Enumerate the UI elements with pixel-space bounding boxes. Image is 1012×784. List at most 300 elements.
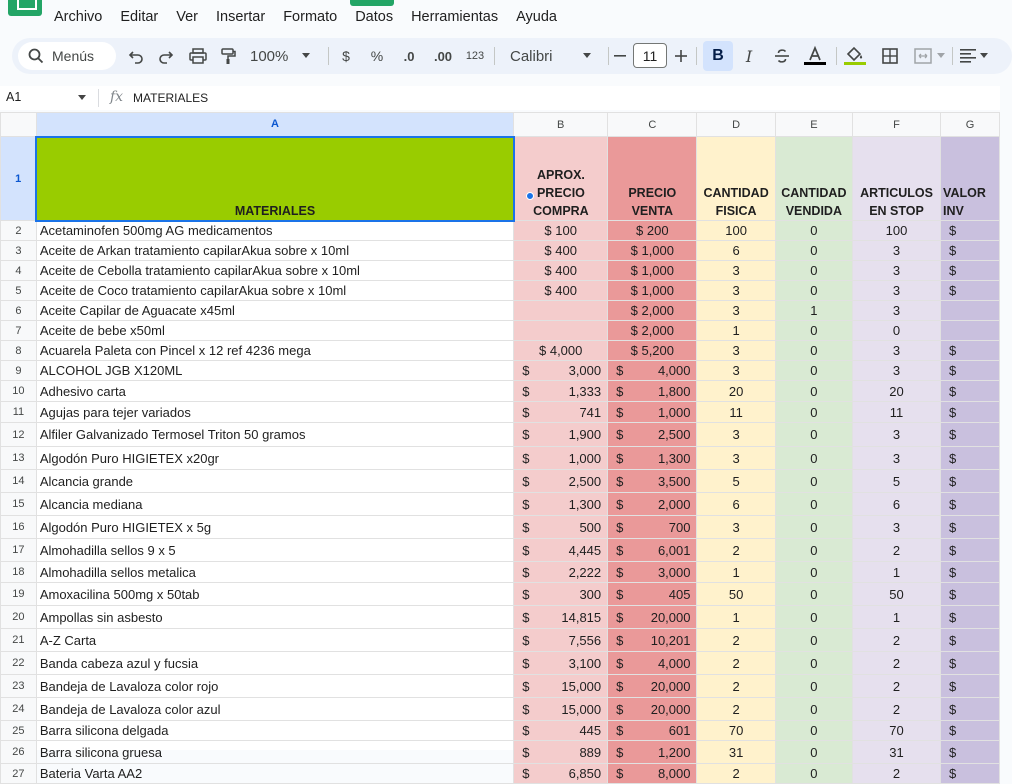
currency-symbol: $ [522,655,530,671]
cell-valor-inv[interactable]: $ [941,698,1000,721]
cell-precio-compra[interactable] [514,606,608,629]
cell-valor-inv[interactable] [941,321,1000,341]
cell-cantidad-fisica[interactable]: 2 [697,698,775,721]
cell-valor-inv[interactable]: $ [941,402,1000,423]
cell-material[interactable]: Adhesivo carta [36,381,513,402]
cell-valor-inv[interactable]: $ [941,493,1000,516]
cell-cantidad-vendida[interactable]: 0 [775,281,852,301]
cell-articulos-stop[interactable]: 20 [853,381,941,402]
row-header[interactable]: 11 [1,402,37,423]
currency-symbol: $ [616,542,624,558]
italic-button[interactable]: I [745,46,753,66]
cell-valor-inv[interactable]: $ [941,741,1000,764]
cell-cantidad-fisica[interactable]: 3 [697,516,775,539]
row-header[interactable]: 7 [1,321,37,341]
column-header-c[interactable]: C [608,113,697,137]
cell-valor-inv[interactable]: $ [941,381,1000,402]
menu-item-insertar[interactable]: Insertar [216,9,266,25]
header-cell-valor-inv[interactable]: VALOR INV [941,137,1000,221]
print-button[interactable] [186,38,210,74]
cell-precio-compra[interactable] [514,675,608,698]
cell-valor-inv[interactable]: $ [941,583,1000,606]
amount: 4,000 [657,363,691,378]
row-header[interactable]: 13 [1,447,37,470]
cell-valor-inv[interactable]: $ [941,606,1000,629]
cell-articulos-stop[interactable]: 3 [853,361,941,381]
amount: 3,000 [657,564,691,580]
select-all-corner[interactable] [1,113,37,137]
cell-cantidad-vendida[interactable]: 0 [775,402,852,423]
row-header[interactable]: 20 [1,606,37,629]
row-header[interactable]: 16 [1,516,37,539]
menu-item-ver[interactable]: Ver [176,9,199,25]
cell-valor-inv[interactable] [941,301,1000,321]
cell-articulos-stop[interactable]: 0 [853,321,941,341]
paint-format-button[interactable] [216,38,240,74]
search-menus[interactable] [18,42,116,70]
cell-cantidad-vendida[interactable]: 0 [775,321,852,341]
cell-precio-compra[interactable] [514,301,608,321]
cell-material[interactable]: Barra silicona gruesa [36,741,513,764]
cell-material[interactable]: Acuarela Paleta con Pincel x 12 ref 4236 mega [36,341,513,361]
cell-cantidad-vendida[interactable]: 0 [775,423,852,447]
cell-cantidad-fisica[interactable]: 3 [697,261,775,281]
row-header[interactable]: 15 [1,493,37,516]
cell-cantidad-fisica[interactable]: 6 [697,241,775,261]
cell-valor-inv[interactable]: $ [941,261,1000,281]
row-header[interactable]: 18 [1,562,37,583]
cell-precio-venta[interactable] [608,675,697,698]
row-header[interactable]: 3 [1,241,37,261]
menu-item-herramientas[interactable]: Herramientas [411,9,499,25]
header-cell-precio-venta[interactable]: PRECIO VENTA [608,137,697,221]
row-header[interactable]: 6 [1,301,37,321]
formula-bar [0,86,1000,110]
column-header-g[interactable]: G [941,113,1000,137]
cell-material[interactable]: Algodón Puro HIGIETEX x20gr [36,447,513,470]
cell-cantidad-vendida[interactable]: 0 [775,698,852,721]
cell-precio-venta[interactable] [608,516,697,539]
cell-articulos-stop[interactable]: 50 [853,583,941,606]
cell-valor-inv[interactable]: $ [941,361,1000,381]
cell-precio-venta[interactable] [608,629,697,652]
cell-precio-venta[interactable]: $ 2,000 [608,301,697,321]
row-header[interactable]: 14 [1,470,37,493]
cell-precio-compra[interactable] [514,402,608,423]
cell-articulos-stop[interactable]: 3 [853,341,941,361]
amount: 300 [579,586,602,602]
menu-item-datos[interactable]: Datos [355,9,394,25]
cell-material[interactable]: Bandeja de Lavaloza color rojo [36,675,513,698]
cell-articulos-stop[interactable]: 2 [853,652,941,675]
name-box-caret-icon[interactable] [78,95,86,100]
cell-material[interactable]: Alfiler Galvanizado Termosel Triton 50 gramos [36,423,513,447]
row-header[interactable]: 9 [1,361,37,381]
formula-input[interactable]: MATERIALES [133,91,209,105]
header-cell-cantidad-vendida[interactable]: CANTIDAD VENDIDA [775,137,852,221]
row-header[interactable]: 25 [1,721,37,741]
cell-material[interactable]: Aceite Capilar de Aguacate x45ml [36,301,513,321]
cell-cantidad-vendida[interactable]: 0 [775,652,852,675]
cell-precio-venta[interactable] [608,447,697,470]
cell-material[interactable]: Amoxacilina 500mg x 50tab [36,583,513,606]
cell-cantidad-vendida[interactable]: 0 [775,583,852,606]
cell-cantidad-vendida[interactable]: 0 [775,539,852,562]
amount: 1,800 [657,383,691,399]
cell-cantidad-vendida[interactable]: 0 [775,447,852,470]
cell-precio-venta[interactable] [608,698,697,721]
cell-material[interactable]: Aceite de Arkan tratamiento capilarAkua sobre x 10ml [36,241,513,261]
cell-valor-inv[interactable]: $ [941,281,1000,301]
cell-cantidad-fisica[interactable]: 70 [697,721,775,741]
table-row [1,583,1000,606]
cell-cantidad-vendida[interactable]: 0 [775,764,852,784]
cell-articulos-stop[interactable]: 70 [853,721,941,741]
fill-handle[interactable] [526,192,534,200]
cell-cantidad-fisica[interactable]: 3 [697,423,775,447]
cell-cantidad-fisica[interactable]: 1 [697,606,775,629]
cell-articulos-stop[interactable]: 2 [853,698,941,721]
cell-precio-compra[interactable] [514,629,608,652]
cell-precio-compra[interactable] [514,741,608,764]
column-header-e[interactable]: E [775,113,852,137]
cell-precio-compra[interactable] [514,583,608,606]
cell-cantidad-fisica[interactable]: 50 [697,583,775,606]
cell-cantidad-vendida[interactable]: 0 [775,341,852,361]
header-cell-materiales[interactable]: MATERIALES [36,137,513,221]
row-header[interactable]: 2 [1,221,37,241]
sheets-logo-icon[interactable] [8,0,42,16]
table-row [1,402,1000,423]
horizontal-align-button[interactable] [960,38,996,74]
cell-material[interactable]: Algodón Puro HIGIETEX x 5g [36,516,513,539]
row-header[interactable]: 22 [1,652,37,675]
amount: 7,556 [568,632,602,648]
cell-precio-compra[interactable]: $ 400 [514,281,608,301]
cell-precio-compra[interactable] [514,381,608,402]
cell-articulos-stop[interactable]: 3 [853,447,941,470]
row-header[interactable]: 19 [1,583,37,606]
cell-precio-compra[interactable] [514,493,608,516]
cell-articulos-stop[interactable]: 11 [853,402,941,423]
cell-precio-venta[interactable]: $ 200 [608,221,697,241]
cell-material[interactable]: Banda cabeza azul y fucsia [36,652,513,675]
cell-precio-compra[interactable] [514,764,608,784]
caret-down-icon [583,53,591,59]
cell-valor-inv[interactable]: $ [941,241,1000,261]
cell-cantidad-fisica[interactable]: 2 [697,539,775,562]
cell-precio-venta[interactable] [608,423,697,447]
cell-material[interactable]: Agujas para tejer variados [36,402,513,423]
cell-valor-inv[interactable]: $ [941,629,1000,652]
undo-button[interactable] [124,38,148,74]
cell-articulos-stop[interactable]: 31 [853,741,941,764]
font-family-select[interactable] [502,38,602,74]
table-row [1,381,1000,402]
cell-cantidad-fisica[interactable]: 31 [697,741,775,764]
cell-valor-inv[interactable]: $ [941,470,1000,493]
cell-valor-inv[interactable]: $ [941,447,1000,470]
table-row [1,606,1000,629]
cell-precio-compra[interactable]: $ 400 [514,241,608,261]
cell-valor-inv[interactable]: $ [941,423,1000,447]
cell-precio-venta[interactable] [608,470,697,493]
cell-precio-venta[interactable]: $ 5,200 [608,341,697,361]
cell-precio-venta[interactable] [608,402,697,423]
cell-precio-compra[interactable]: $ 100 [514,221,608,241]
cell-articulos-stop[interactable]: 5 [853,470,941,493]
cell-precio-venta[interactable] [608,381,697,402]
cell-articulos-stop[interactable]: 3 [853,261,941,281]
cell-articulos-stop[interactable]: 3 [853,516,941,539]
cell-material[interactable]: Ampollas sin asbesto [36,606,513,629]
cell-valor-inv[interactable]: $ [941,562,1000,583]
cell-valor-inv[interactable]: $ [941,516,1000,539]
cell-articulos-stop[interactable]: 2 [853,539,941,562]
accounting-value [522,766,601,781]
accounting-value [522,497,601,512]
header-cell-articulos-stop[interactable]: ARTICULOS EN STOP [853,137,941,221]
cell-precio-compra[interactable] [514,539,608,562]
text-color-button[interactable] [802,38,828,74]
cell-precio-compra[interactable] [514,516,608,539]
cell-articulos-stop[interactable]: 3 [853,241,941,261]
cell-cantidad-fisica[interactable]: 6 [697,493,775,516]
cell-cantidad-fisica[interactable]: 100 [697,221,775,241]
header-cell-precio-compra[interactable]: APROX. PRECIO COMPRA [514,137,608,221]
increase-decimal-button[interactable] [428,38,458,74]
cell-cantidad-fisica[interactable]: 2 [697,652,775,675]
cell-cantidad-vendida[interactable]: 0 [775,470,852,493]
merge-cells-button[interactable] [910,38,948,74]
amount: 20,000 [650,678,691,694]
cell-material[interactable]: A-Z Carta [36,629,513,652]
cell-material[interactable]: Aceite de Coco tratamiento capilarAkua sobre x 10ml [36,281,513,301]
currency-symbol: $ [616,363,624,378]
cell-precio-compra[interactable] [514,470,608,493]
cell-cantidad-vendida[interactable]: 1 [775,301,852,321]
accounting-value [522,679,601,694]
cell-precio-venta[interactable]: $ 1,000 [608,241,697,261]
zoom-select[interactable] [250,38,320,74]
cell-precio-venta[interactable]: $ 2,000 [608,321,697,341]
cell-cantidad-vendida[interactable]: 0 [775,241,852,261]
cell-precio-compra[interactable] [514,721,608,741]
cell-precio-venta[interactable] [608,764,697,784]
redo-button[interactable] [154,38,178,74]
cell-articulos-stop[interactable]: 3 [853,423,941,447]
font-size-input[interactable]: 11 [633,43,667,68]
increase-font-size-button[interactable] [673,38,689,74]
cell-material[interactable]: Almohadilla sellos metalica [36,562,513,583]
cell-cantidad-fisica[interactable]: 3 [697,361,775,381]
cell-cantidad-fisica[interactable]: 2 [697,629,775,652]
cell-material[interactable]: Barra silicona delgada [36,721,513,741]
cell-cantidad-vendida[interactable]: 0 [775,629,852,652]
cell-precio-venta[interactable] [608,721,697,741]
cell-valor-inv[interactable]: $ [941,539,1000,562]
cell-precio-compra[interactable] [514,652,608,675]
cell-cantidad-vendida[interactable]: 0 [775,261,852,281]
cell-valor-inv[interactable]: $ [941,652,1000,675]
cell-precio-compra[interactable] [514,321,608,341]
cell-precio-venta[interactable] [608,493,697,516]
cell-precio-venta[interactable]: $ 1,000 [608,281,697,301]
cell-articulos-stop[interactable]: 6 [853,493,941,516]
row-header[interactable]: 27 [1,764,37,784]
cell-precio-venta[interactable] [608,606,697,629]
accounting-value [522,610,601,625]
column-header-d[interactable]: D [697,113,775,137]
cell-cantidad-vendida[interactable]: 0 [775,606,852,629]
column-header-b[interactable]: B [514,113,608,137]
cell-precio-venta[interactable] [608,539,697,562]
amount: 741 [579,404,602,420]
cell-material[interactable]: ALCOHOL JGB X120ML [36,361,513,381]
cell-precio-venta[interactable] [608,562,697,583]
cell-articulos-stop[interactable]: 3 [853,281,941,301]
currency-symbol: $ [522,609,530,625]
row-header[interactable]: 4 [1,261,37,281]
amount: 6,850 [568,766,602,781]
cell-material[interactable]: Aceite de Cebolla tratamiento capilarAkua sobre x 10ml [36,261,513,281]
cell-precio-compra[interactable]: $ 4,000 [514,341,608,361]
currency-symbol: $ [616,723,624,738]
cell-cantidad-fisica[interactable]: 3 [697,341,775,361]
accounting-value [616,723,690,738]
accounting-value [616,633,690,648]
cell-precio-compra[interactable] [514,423,608,447]
cell-precio-compra[interactable] [514,361,608,381]
bold-button[interactable]: B [703,41,733,71]
menu-item-ayuda[interactable]: Ayuda [516,9,557,25]
row-header[interactable]: 5 [1,281,37,301]
decrease-font-size-button[interactable] [612,38,628,74]
cell-articulos-stop[interactable]: 1 [853,562,941,583]
cell-articulos-stop[interactable]: 3 [853,301,941,321]
cell-cantidad-fisica[interactable]: 1 [697,562,775,583]
row-header[interactable]: 24 [1,698,37,721]
cell-material[interactable]: Bateria Varta AA2 [36,764,513,784]
fill-color-button[interactable] [842,38,868,74]
cell-valor-inv[interactable]: $ [941,221,1000,241]
cell-articulos-stop[interactable]: 2 [853,764,941,784]
cell-material[interactable]: Bandeja de Lavaloza color azul [36,698,513,721]
currency-symbol: $ [616,766,624,781]
cell-precio-compra[interactable] [514,562,608,583]
cell-material[interactable]: Almohadilla sellos 9 x 5 [36,539,513,562]
cell-material[interactable]: Aceite de bebe x50ml [36,321,513,341]
currency-symbol: $ [522,473,530,489]
table-row [1,721,1000,741]
row-header[interactable]: 26 [1,741,37,764]
print-icon [189,48,207,64]
strikethrough-button[interactable] [770,38,794,74]
cell-valor-inv[interactable]: $ [941,764,1000,784]
name-box[interactable]: A1 [6,90,22,104]
cell-precio-compra[interactable] [514,447,608,470]
cell-cantidad-fisica[interactable]: 3 [697,301,775,321]
accounting-value [616,565,690,580]
menu-bar [0,0,1000,36]
cell-articulos-stop[interactable]: 100 [853,221,941,241]
menu-item-formato[interactable]: Formato [283,9,338,25]
cell-precio-venta[interactable] [608,583,697,606]
row-header[interactable]: 21 [1,629,37,652]
cell-cantidad-fisica[interactable]: 2 [697,675,775,698]
row-header[interactable]: 12 [1,423,37,447]
currency-symbol: $ [616,655,624,671]
row-header[interactable]: 1 [1,137,37,221]
cell-cantidad-fisica[interactable]: 3 [697,281,775,301]
header-cell-cantidad-fisica[interactable]: CANTIDAD FISICA [697,137,775,221]
row-header[interactable]: 17 [1,539,37,562]
accounting-value [522,384,601,399]
cell-cantidad-fisica[interactable]: 20 [697,381,775,402]
column-header-a[interactable]: A [36,113,513,137]
borders-button[interactable] [878,38,902,74]
number-format-button[interactable]: 123 [465,50,485,62]
cell-cantidad-vendida[interactable]: 0 [775,493,852,516]
cell-precio-venta[interactable] [608,741,697,764]
cell-cantidad-fisica[interactable]: 1 [697,321,775,341]
currency-symbol: $ [616,496,624,512]
cell-material[interactable]: Alcancia grande [36,470,513,493]
cell-cantidad-vendida[interactable]: 0 [775,381,852,402]
cell-cantidad-fisica[interactable]: 2 [697,764,775,784]
cell-cantidad-vendida[interactable]: 0 [775,361,852,381]
cell-material[interactable]: Alcancia mediana [36,493,513,516]
cell-cantidad-fisica[interactable]: 3 [697,447,775,470]
table-row [1,493,1000,516]
currency-symbol: $ [522,383,530,399]
amount: 700 [668,519,691,535]
row-header[interactable]: 10 [1,381,37,402]
percent-button[interactable]: % [370,48,384,64]
cell-cantidad-fisica[interactable]: 11 [697,402,775,423]
cell-cantidad-vendida[interactable]: 0 [775,221,852,241]
row-header[interactable]: 8 [1,341,37,361]
cell-precio-venta[interactable] [608,652,697,675]
cell-cantidad-vendida[interactable]: 0 [775,675,852,698]
cell-valor-inv[interactable]: $ [941,341,1000,361]
cell-valor-inv[interactable]: $ [941,721,1000,741]
column-header-f[interactable]: F [853,113,941,137]
cell-articulos-stop[interactable]: 2 [853,675,941,698]
cell-articulos-stop[interactable]: 2 [853,629,941,652]
cell-cantidad-vendida[interactable]: 0 [775,721,852,741]
cell-valor-inv[interactable]: $ [941,675,1000,698]
cell-cantidad-fisica[interactable]: 5 [697,470,775,493]
cell-cantidad-vendida[interactable]: 0 [775,741,852,764]
row-header[interactable]: 23 [1,675,37,698]
cell-precio-venta[interactable]: $ 1,000 [608,261,697,281]
menu-item-archivo[interactable]: Archivo [54,9,103,25]
menu-item-editar[interactable]: Editar [120,9,159,25]
cell-precio-compra[interactable]: $ 400 [514,261,608,281]
amount: 1,200 [657,744,691,760]
cell-cantidad-vendida[interactable]: 0 [775,516,852,539]
currency-button[interactable]: $ [342,48,350,64]
decrease-decimal-button[interactable] [396,38,422,74]
amount: 3,500 [657,473,691,489]
cell-cantidad-vendida[interactable]: 0 [775,562,852,583]
cell-articulos-stop[interactable]: 1 [853,606,941,629]
cell-material[interactable]: Acetaminofen 500mg AG medicamentos [36,221,513,241]
currency-symbol: $ [522,363,530,378]
cell-precio-compra[interactable] [514,698,608,721]
cell-precio-venta[interactable] [608,361,697,381]
